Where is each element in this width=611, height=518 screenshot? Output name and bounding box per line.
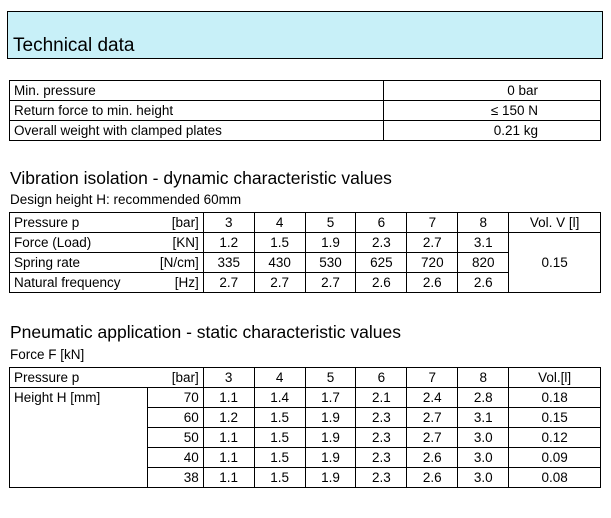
value-cell: 3.0 [458, 468, 509, 488]
vibration-table [9, 212, 601, 293]
value-cell: 1.1 [203, 388, 254, 408]
row-label: Return force to min. height [10, 101, 384, 121]
empty-cell [10, 468, 148, 488]
value-cell: 2.3 [356, 233, 407, 253]
value-cell: 625 [356, 253, 407, 273]
volume-cell: 0.08 [509, 468, 601, 488]
value-cell: 2.3 [356, 428, 407, 448]
empty-cell [10, 428, 148, 448]
height-cell: 38 [147, 468, 203, 488]
height-cell: 50 [147, 428, 203, 448]
row-value: 0.21 kg [384, 121, 601, 141]
value-cell: 3.0 [458, 428, 509, 448]
value-cell: 1.4 [254, 388, 305, 408]
table-row [10, 368, 601, 388]
volume-cell: 0.15 [509, 408, 601, 428]
pressure-cell: 5 [305, 213, 356, 233]
value-cell: 1.9 [305, 448, 356, 468]
value-cell: 2.7 [407, 408, 458, 428]
volume-cell: 0.12 [509, 428, 601, 448]
value-cell: 2.7 [305, 273, 356, 293]
volume-label: Vol.[l] [509, 368, 601, 388]
table-row [10, 448, 601, 468]
table-row [10, 408, 601, 428]
height-label: Height H [mm] [10, 388, 148, 408]
row-unit: [KN] [147, 233, 203, 253]
pneumatic-heading: Pneumatic application - static characteristic values [10, 322, 402, 342]
value-cell: 1.5 [254, 233, 305, 253]
row-unit: [Hz] [147, 273, 203, 293]
pressure-label: Pressure p [10, 213, 148, 233]
row-label: Natural frequency [10, 273, 148, 293]
table-row [10, 468, 601, 488]
value-cell: 1.9 [305, 428, 356, 448]
table-row [10, 388, 601, 408]
volume-cell: 0.09 [509, 448, 601, 468]
volume-label: Vol. V [l] [509, 213, 601, 233]
empty-cell [10, 408, 148, 428]
vibration-heading: Vibration isolation - dynamic characteristic values [10, 168, 392, 188]
general-data-table [9, 80, 601, 141]
row-unit: [N/cm] [147, 253, 203, 273]
value-cell: 1.9 [305, 233, 356, 253]
value-cell: 2.6 [458, 273, 509, 293]
pressure-cell: 7 [407, 213, 458, 233]
value-cell: 1.1 [203, 468, 254, 488]
row-label: Min. pressure [10, 81, 384, 101]
value-cell: 3.0 [458, 448, 509, 468]
value-cell: 1.2 [203, 408, 254, 428]
value-cell: 1.5 [254, 448, 305, 468]
pressure-cell: 4 [254, 368, 305, 388]
pneumatic-subheading: Force F [kN] [10, 347, 85, 362]
pneumatic-table [9, 367, 601, 488]
pressure-cell: 4 [254, 213, 305, 233]
pressure-cell: 8 [458, 368, 509, 388]
value-cell: 2.7 [254, 273, 305, 293]
pressure-cell: 3 [203, 213, 254, 233]
pressure-cell: 6 [356, 368, 407, 388]
volume-cell: 0.18 [509, 388, 601, 408]
height-cell: 40 [147, 448, 203, 468]
value-cell: 1.9 [305, 468, 356, 488]
value-cell: 2.8 [458, 388, 509, 408]
pressure-cell: 3 [203, 368, 254, 388]
table-row [10, 121, 601, 141]
table-row [10, 101, 601, 121]
value-cell: 720 [407, 253, 458, 273]
value-cell: 1.5 [254, 468, 305, 488]
table-row [10, 213, 601, 233]
value-cell: 430 [254, 253, 305, 273]
value-cell: 2.3 [356, 408, 407, 428]
pressure-cell: 8 [458, 213, 509, 233]
pressure-cell: 6 [356, 213, 407, 233]
pressure-label: Pressure p [10, 368, 148, 388]
pressure-unit: [bar] [147, 368, 203, 388]
value-cell: 820 [458, 253, 509, 273]
table-row [10, 81, 601, 101]
volume-value: 0.15 [509, 233, 601, 293]
value-cell: 2.6 [407, 448, 458, 468]
value-cell: 1.2 [203, 233, 254, 253]
height-cell: 70 [147, 388, 203, 408]
page-title: Technical data [13, 35, 135, 56]
pressure-unit: [bar] [147, 213, 203, 233]
row-label: Overall weight with clamped plates [10, 121, 384, 141]
value-cell: 1.5 [254, 428, 305, 448]
value-cell: 1.5 [254, 408, 305, 428]
pressure-cell: 5 [305, 368, 356, 388]
value-cell: 2.3 [356, 448, 407, 468]
row-value: 0 bar [384, 81, 601, 101]
table-row [10, 428, 601, 448]
value-cell: 530 [305, 253, 356, 273]
height-cell: 60 [147, 408, 203, 428]
value-cell: 2.3 [356, 468, 407, 488]
value-cell: 1.7 [305, 388, 356, 408]
row-value: ≤ 150 N [384, 101, 601, 121]
value-cell: 3.1 [458, 233, 509, 253]
value-cell: 2.6 [356, 273, 407, 293]
pressure-cell: 7 [407, 368, 458, 388]
value-cell: 2.4 [407, 388, 458, 408]
value-cell: 2.7 [407, 233, 458, 253]
value-cell: 2.6 [407, 273, 458, 293]
table-row [10, 233, 601, 253]
value-cell: 2.7 [407, 428, 458, 448]
value-cell: 1.1 [203, 428, 254, 448]
vibration-subheading: Design height H: recommended 60mm [10, 192, 242, 207]
title-bar [7, 11, 603, 59]
value-cell: 335 [203, 253, 254, 273]
value-cell: 1.9 [305, 408, 356, 428]
value-cell: 2.1 [356, 388, 407, 408]
value-cell: 2.7 [203, 273, 254, 293]
value-cell: 1.1 [203, 448, 254, 468]
empty-cell [10, 448, 148, 468]
row-label: Force (Load) [10, 233, 148, 253]
value-cell: 3.1 [458, 408, 509, 428]
row-label: Spring rate [10, 253, 148, 273]
value-cell: 2.6 [407, 468, 458, 488]
